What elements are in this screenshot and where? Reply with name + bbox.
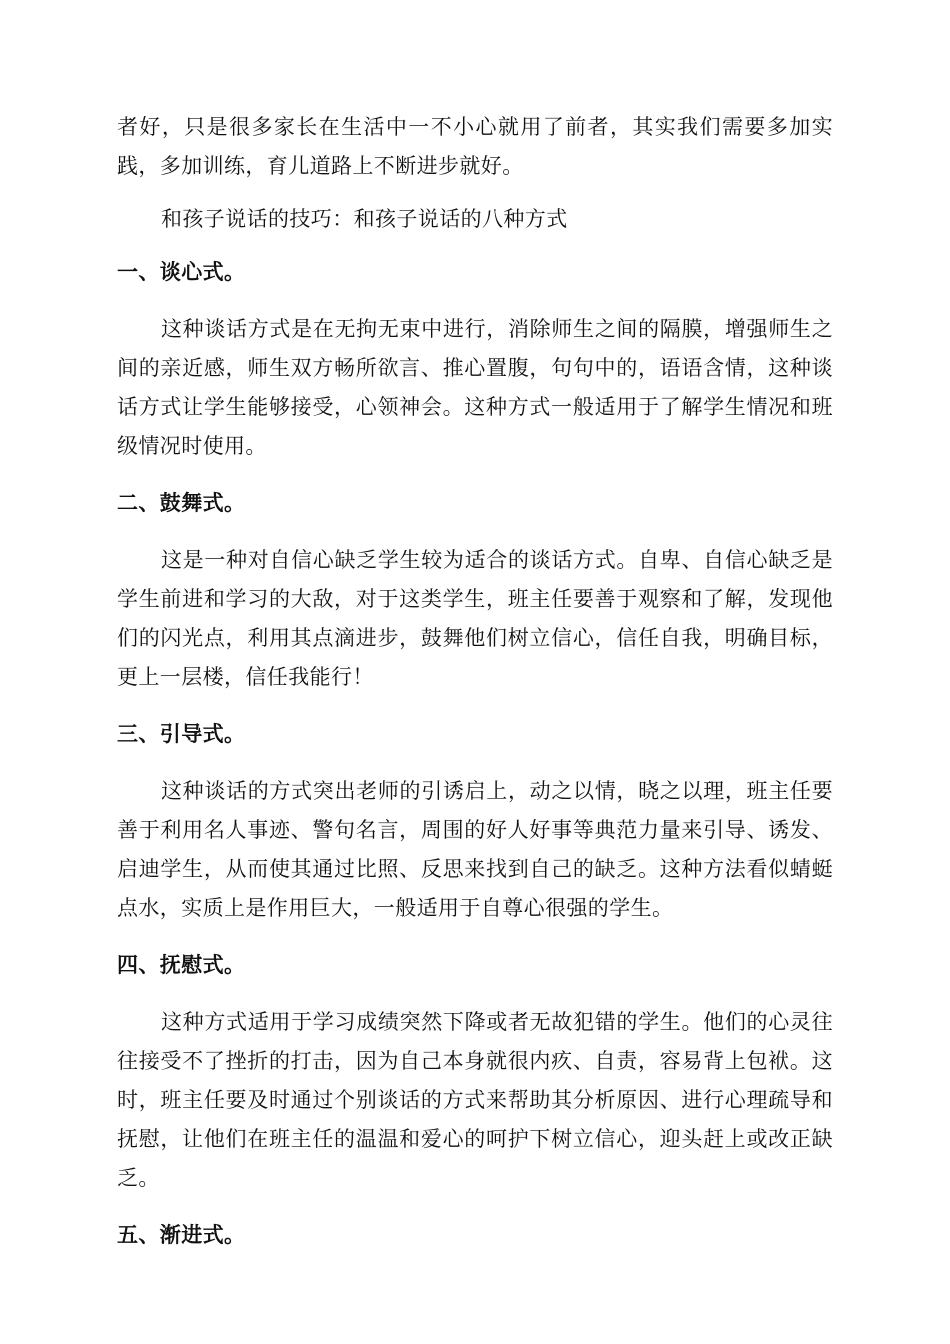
heading-5: 五、渐进式。 [117,1223,246,1247]
paragraph-4: 这种方式适用于学习成绩突然下降或者无故犯错的学生。他们的心灵往往接受不了挫折的打击，因为自己本身就很内疚、自责，容易背上包袱。这时，班主任要及时通过个别谈话的方式来帮助其分析原因、进行心理疏导和抚慰，让他们在班主任的温温和爱心的呵护下树立信心，迎头赶上或改正缺乏。 [117,1010,833,1190]
heading-4: 四、抚慰式。 [117,953,246,977]
paragraph-2: 这是一种对自信心缺乏学生较为适合的谈话方式。自卑、自信心缺乏是学生前进和学习的大敌，对于这类学生，班主任要善于观察和了解，发现他们的闪光点，利用其点滴进步，鼓舞他们树立信心，信任自我，明确目标，更上一层楼，信任我能行！ [117,548,833,689]
heading-1: 一、谈心式。 [117,260,246,284]
section-title: 和孩子说话的技巧：和孩子说话的八种方式 [161,207,568,231]
paragraph-1: 这种谈话方式是在无拘无束中进行，消除师生之间的隔膜，增强师生之间的亲近感，师生双方畅所欲言、推心置腹，句句中的，语语含情，这种谈话方式让学生能够接受，心领神会。这种方式一般适用于了解学生情况和班级情况时使用。 [117,317,833,458]
document-body [117,108,833,1255]
heading-2: 二、鼓舞式。 [117,491,246,515]
paragraph-3: 这种谈话的方式突出老师的引诱启上，动之以情，晓之以理，班主任要善于利用名人事迹、警句名言，周围的好人好事等典范力量来引导、诱发、启迪学生，从而使其通过比照、反思来找到自己的缺乏。这种方法看似蜻蜓点水，实质上是作用巨大，一般适用于自尊心很强的学生。 [117,779,833,920]
intro-paragraph: 者好，只是很多家长在生活中一不小心就用了前者，其实我们需要多加实践，多加训练，育儿道路上不断进步就好。 [117,115,833,178]
heading-3: 三、引导式。 [117,722,246,746]
